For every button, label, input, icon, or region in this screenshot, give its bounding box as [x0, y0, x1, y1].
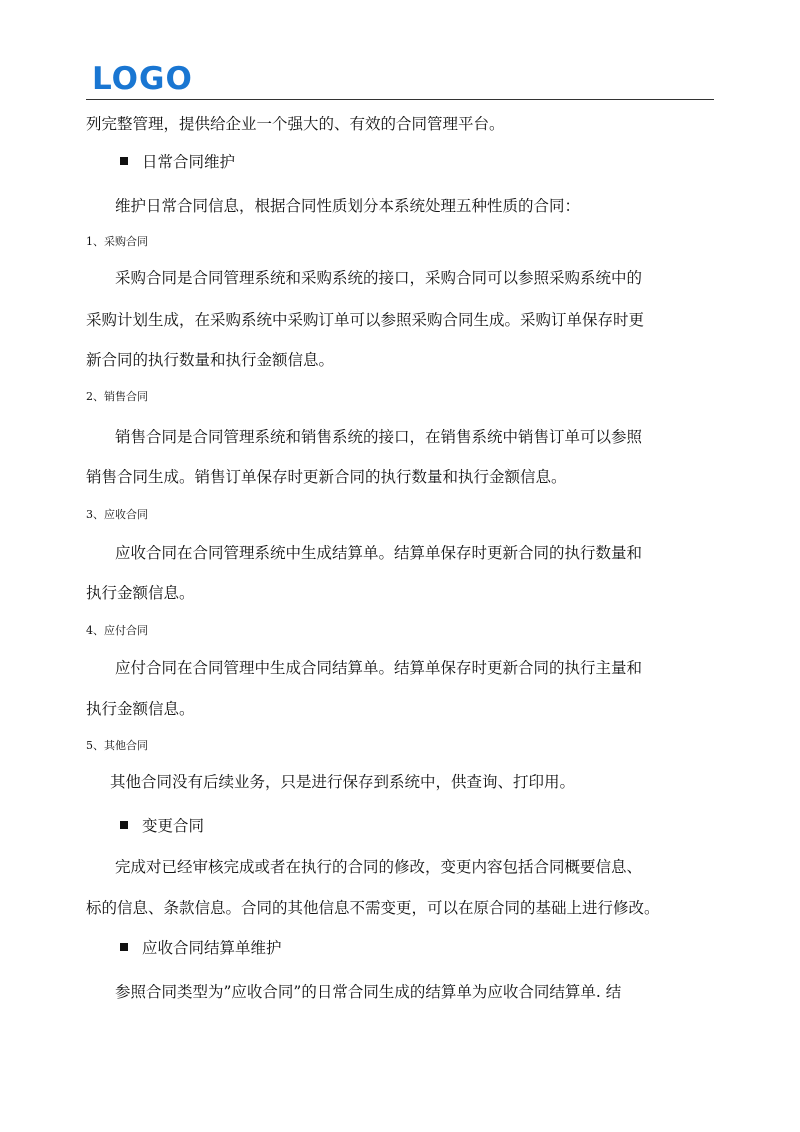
bullet-square-icon [120, 943, 128, 951]
paragraph-line: 列完整管理，提供给企业一个强大的、有效的合同管理平台。 [86, 115, 505, 133]
paragraph-line: 维护日常合同信息，根据合同性质划分本系统处理五种性质的合同： [115, 197, 581, 215]
paragraph-line: 执行金额信息。 [86, 700, 195, 718]
paragraph-line: 执行金额信息。 [86, 584, 195, 602]
section-heading: 应收合同结算单维护 [120, 938, 282, 958]
logo: LOGO [92, 61, 193, 97]
paragraph-line: 完成对已经审核完成或者在执行的合同的修改，变更内容包括合同概要信息、 [115, 858, 643, 876]
bullet-square-icon [120, 157, 128, 165]
paragraph-line: 参照合同类型为”应收合同”的日常合同生成的结算单为应收合同结算单. 结 [115, 983, 622, 1001]
header-rule [86, 99, 714, 100]
bullet-square-icon [120, 821, 128, 829]
subheading: 3、应收合同 [86, 508, 148, 521]
paragraph-line: 应收合同在合同管理系统中生成结算单。结算单保存时更新合同的执行数量和 [115, 544, 643, 562]
section-heading: 变更合同 [120, 816, 204, 836]
section-heading: 日常合同维护 [120, 152, 235, 172]
subheading: 1、采购合同 [86, 235, 148, 248]
subheading: 2、销售合同 [86, 390, 148, 403]
paragraph-line: 采购合同是合同管理系统和采购系统的接口，采购合同可以参照采购系统中的 [115, 269, 643, 287]
paragraph-line: 其他合同没有后续业务，只是进行保存到系统中，供查询、打印用。 [110, 773, 576, 791]
paragraph-line: 新合同的执行数量和执行金额信息。 [86, 351, 335, 369]
subheading: 5、其他合同 [86, 739, 148, 752]
paragraph-line: 标的信息、条款信息。合同的其他信息不需变更，可以在原合同的基础上进行修改。 [86, 899, 660, 917]
paragraph-line: 销售合同是合同管理系统和销售系统的接口，在销售系统中销售订单可以参照 [115, 428, 643, 446]
paragraph-line: 销售合同生成。销售订单保存时更新合同的执行数量和执行金额信息。 [86, 468, 567, 486]
subheading: 4、应付合同 [86, 624, 148, 637]
paragraph-line: 采购计划生成，在采购系统中采购订单可以参照采购合同生成。采购订单保存时更 [86, 311, 645, 329]
paragraph-line: 应付合同在合同管理中生成合同结算单。结算单保存时更新合同的执行主量和 [115, 659, 643, 677]
